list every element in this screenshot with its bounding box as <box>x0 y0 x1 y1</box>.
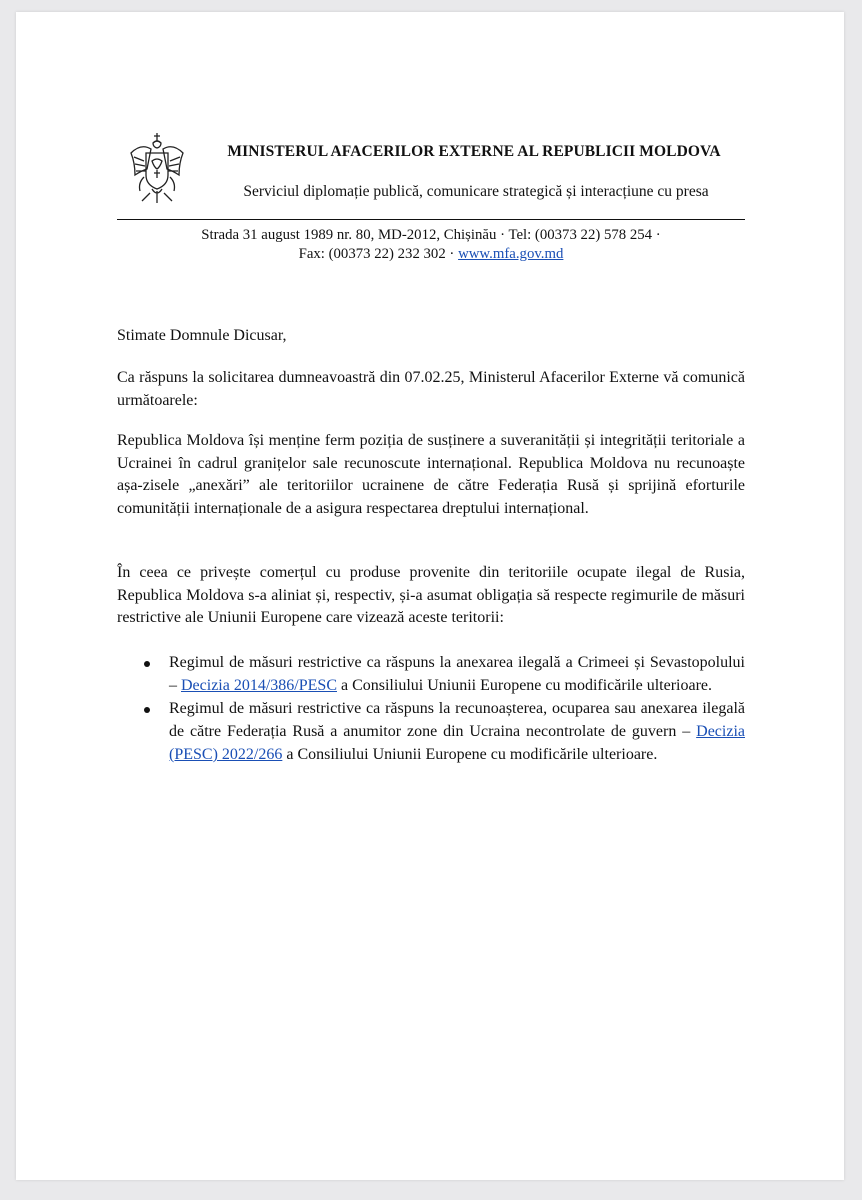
list-item: Regimul de măsuri restrictive ca răspuns la recunoașterea, ocuparea sau anexarea ilegală de către Federația Rusă a anumitor zone din Ucraina necontrolate de guvern – Decizia (PESC) 2022/266 a Consiliului Uniunii Europene cu modificările ulterioare. <box>117 697 745 766</box>
fax-text: Fax: (00373 22) 232 302 · <box>298 246 459 262</box>
restrictive-measures-list <box>117 651 745 766</box>
decision-2014-386-link[interactable]: Decizia 2014/386/PESC <box>181 677 337 694</box>
address-line-2 <box>117 245 745 264</box>
bullet-icon <box>144 661 150 667</box>
paragraph-1: Ca răspuns la solicitarea dumneavoastră din 07.02.25, Ministerul Afacerilor Externe vă comunică următoarele: <box>117 369 745 409</box>
moldova-coat-of-arms-icon <box>126 129 188 207</box>
service-name: Serviciul diplomație publică, comunicare strategică și interacțiune cu presa <box>243 183 709 200</box>
ministry-name: MINISTERUL AFACERILOR EXTERNE AL REPUBLICII MOLDOVA <box>227 143 721 160</box>
address-block <box>117 226 745 264</box>
list-item: Regimul de măsuri restrictive ca răspuns la anexarea ilegală a Crimeei și Sevastopolului – Decizia 2014/386/PESC a Consiliului Uniunii Europene cu modificările ulterioare. <box>117 651 745 697</box>
paragraph-2: Republica Moldova își menține ferm poziția de susținere a suveranității și integrității teritoriale a Ucrainei în cadrul granițelor sale recunoscute internațional. Republica Moldova nu recunoaște așa-zisele „anexări” ale teritoriilor ucrainene de către Federația Rusă și sprijină eforturile comunității internaționale de a asigura respectarea dreptului internațional. <box>117 432 745 517</box>
greeting: Stimate Domnule Dicusar, <box>117 327 287 344</box>
paragraph-3: În ceea ce privește comerțul cu produse provenite din teritoriile ocupate ilegal de Rusia, Republica Moldova s-a aliniat și, respectiv, și-a asumat obligația să respecte regimurile de măsuri restrictive ale Uniunii Europene care vizează aceste teritorii: <box>117 564 745 626</box>
website-link[interactable]: www.mfa.gov.md <box>458 246 564 262</box>
document-page <box>16 12 844 1180</box>
header-divider <box>117 219 745 220</box>
decision-2022-266-link[interactable]: Decizia (PESC) 2022/266 <box>169 723 745 763</box>
address-line-1: Strada 31 august 1989 nr. 80, MD-2012, Chișinău · Tel: (00373 22) 578 254 · <box>201 227 661 243</box>
bullet-icon <box>144 707 150 713</box>
